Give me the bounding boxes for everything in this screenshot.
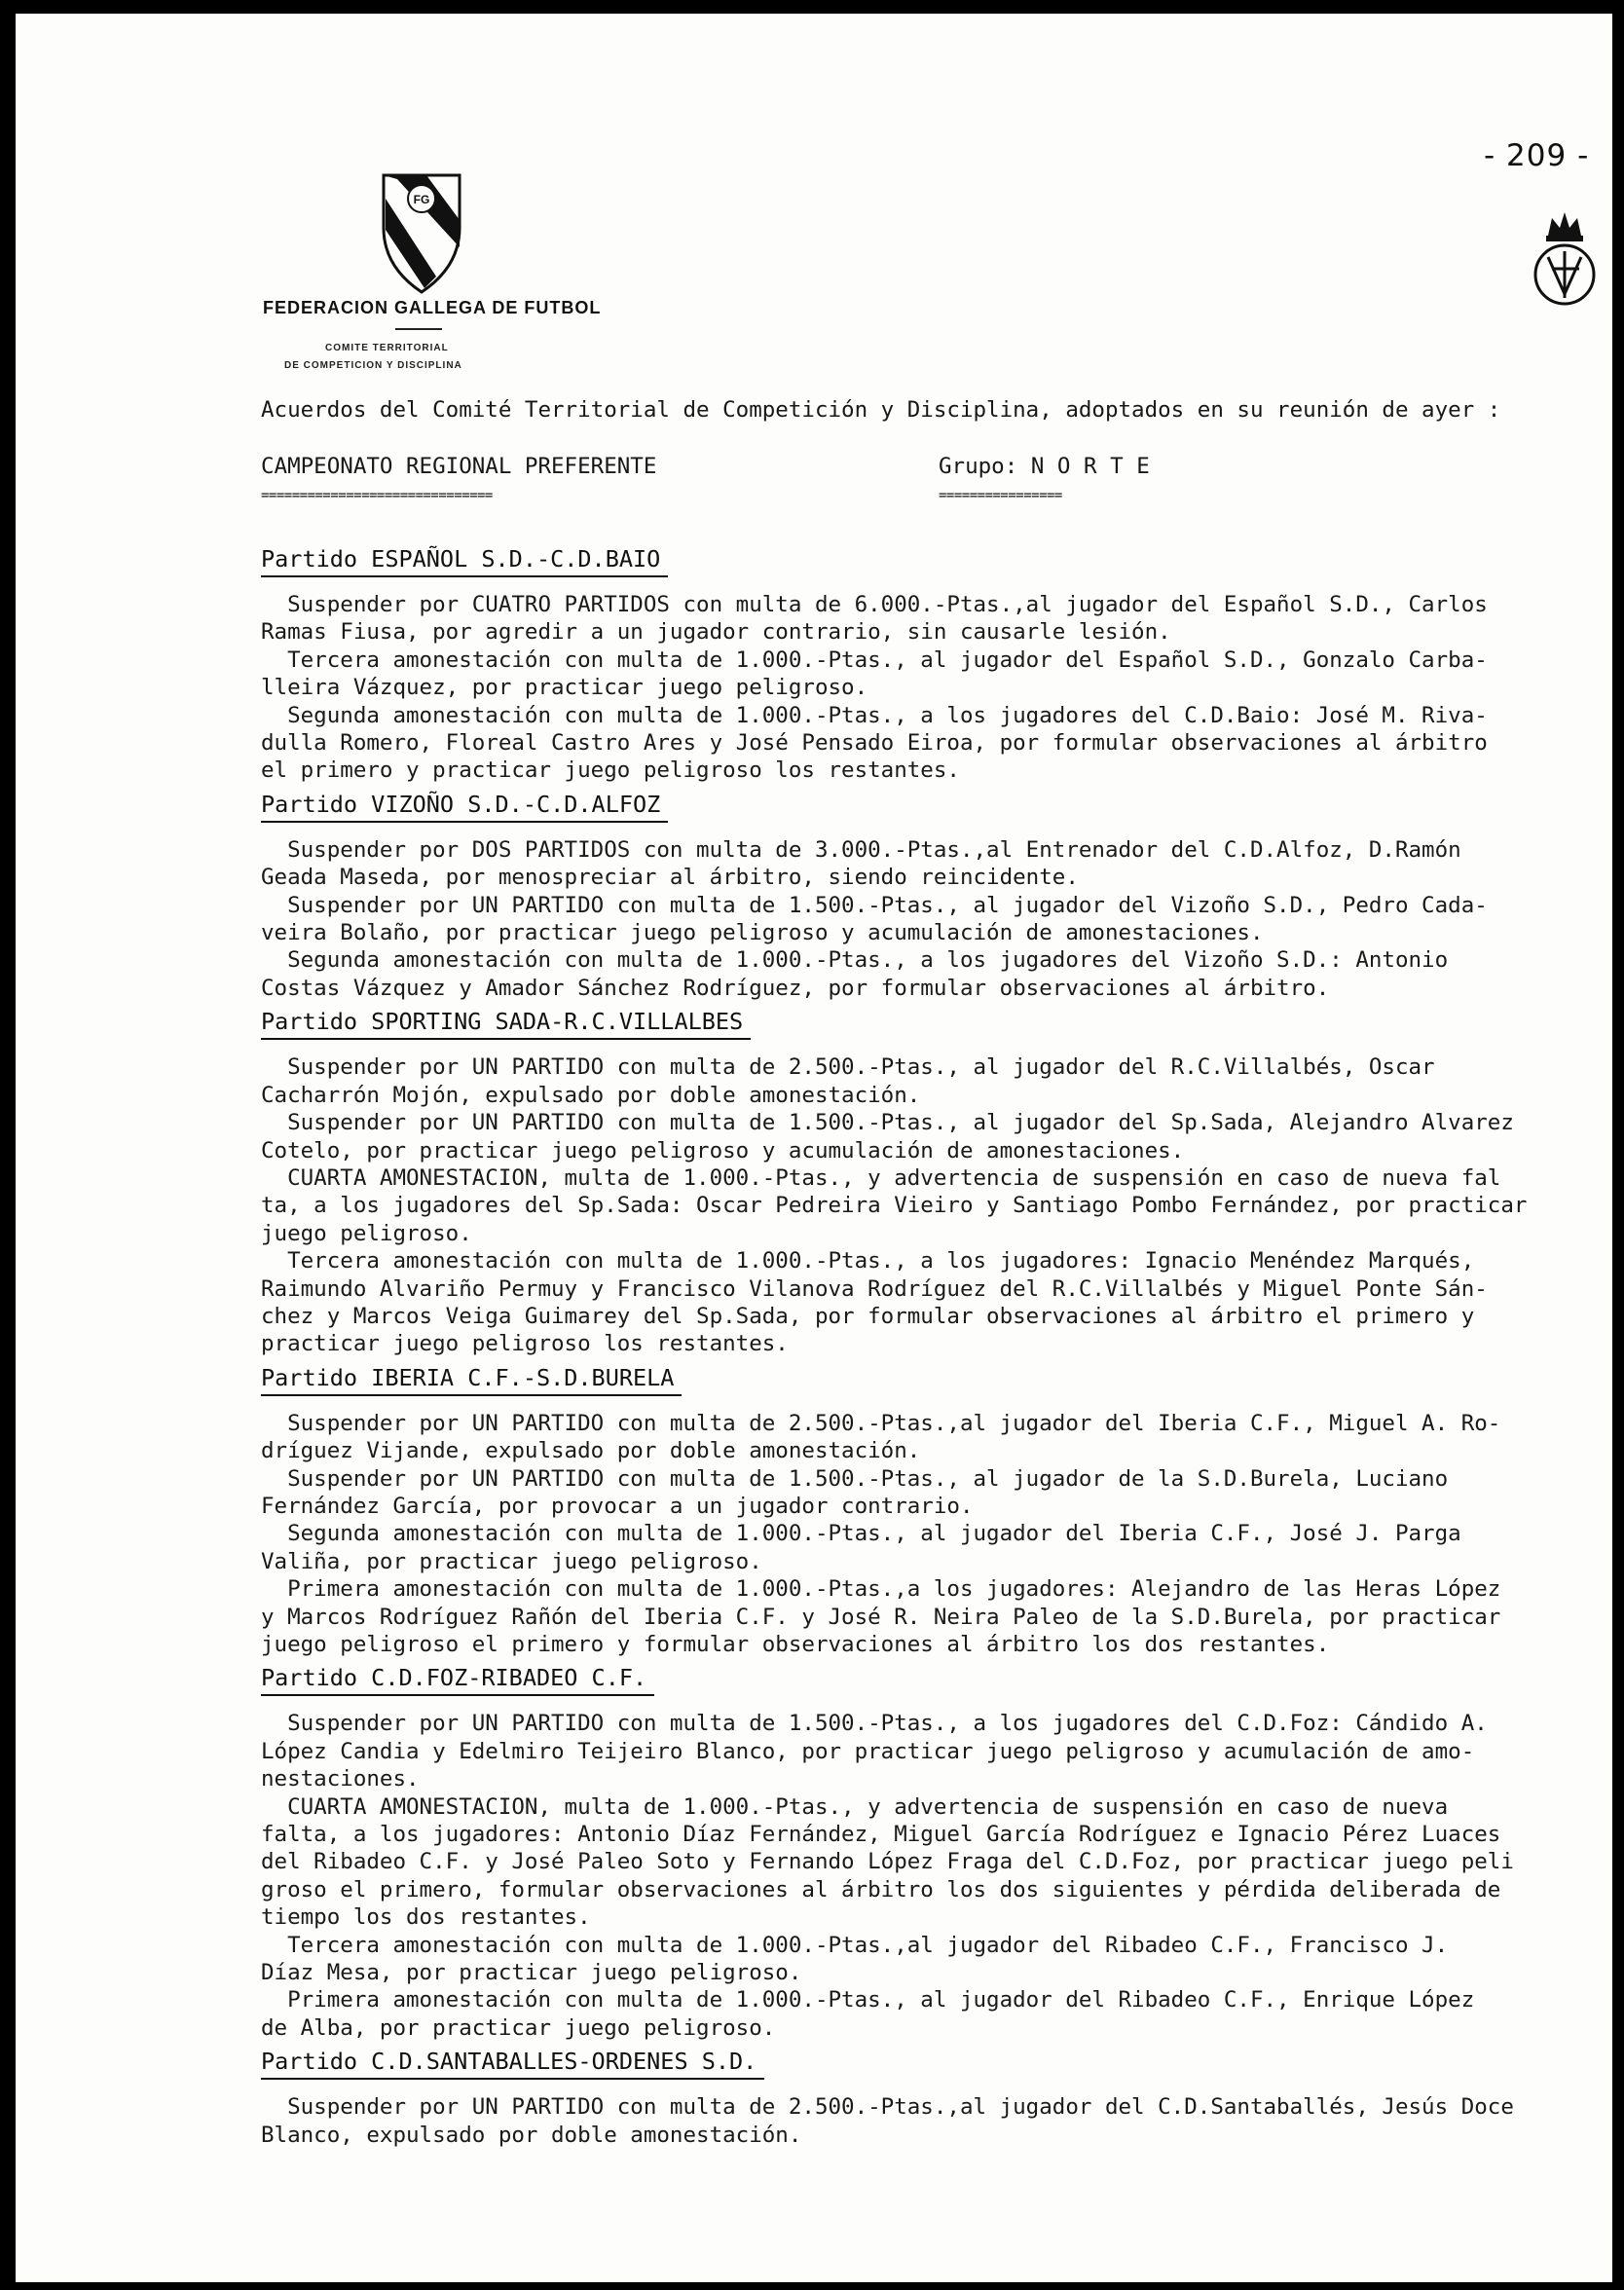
- match-text-line: Díaz Mesa, por practicar juego peligroso.: [261, 1960, 802, 1986]
- page-number: - 209 -: [1484, 138, 1590, 173]
- match-text-line: veira Bolaño, por practicar juego peligroso y acumulación de amonestaciones.: [261, 920, 1264, 946]
- match-text-line: practicar juego peligroso los restantes.: [261, 1331, 789, 1357]
- match-text-line: de Alba, por practicar juego peligroso.: [261, 2014, 776, 2041]
- match-text-line: nestaciones.: [261, 1766, 420, 1792]
- match-heading: Partido C.D.FOZ-RIBADEO C.F.: [261, 1662, 654, 1696]
- group-underline: ================: [939, 488, 1062, 503]
- match-text-line: Costas Vázquez y Amador Sánchez Rodríguez, por formular observaciones al árbitro.: [261, 975, 1330, 1001]
- match-text-line: Suspender por UN PARTIDO con multa de 2.500.-Ptas.,al jugador del C.D.Santaballés, Jesús Doce: [261, 2094, 1514, 2121]
- match-text-line: Suspender por CUATRO PARTIDOS con multa de 6.000.-Ptas.,al jugador del Español S.D., Carlos: [261, 592, 1488, 617]
- match-text-line: juego peligroso el primero y formular observaciones al árbitro los dos restantes.: [261, 1632, 1330, 1657]
- match-text-line: Suspender por UN PARTIDO con multa de 2.500.-Ptas.,al jugador del Iberia C.F., Miguel A. Ro-: [261, 1410, 1501, 1436]
- match-heading: Partido SPORTING SADA-R.C.VILLALBES: [261, 1006, 751, 1040]
- match-text-line: groso el primero, formular observaciones al árbitro los dos siguientes y pérdida deliberada de: [261, 1876, 1501, 1902]
- match-text-line: Suspender por UN PARTIDO con multa de 2.500.-Ptas., al jugador del R.C.Villalbés, Oscar: [261, 1054, 1435, 1081]
- match-section: [261, 1002, 1612, 1357]
- match-text-line: Valiña, por practicar juego peligroso.: [261, 1548, 762, 1574]
- match-text-line: dulla Romero, Floreal Castro Ares y José Pensado Eiroa, por formular observaciones al árbitro: [261, 730, 1488, 757]
- committee-line-1: COMITE TERRITORIAL: [325, 343, 449, 353]
- match-text-line: Cacharrón Mojón, expulsado por doble amonestación.: [261, 1082, 921, 1108]
- match-text-line: CUARTA AMONESTACION, multa de 1.000.-Ptas., y advertencia de suspensión en caso de nueva fal: [261, 1164, 1501, 1191]
- match-heading: Partido IBERIA C.F.-S.D.BURELA: [261, 1362, 682, 1396]
- match-text-line: Raimundo Alvariño Permuy y Francisco Vilanova Rodríguez del R.C.Villalbés y Miguel Ponte Sán-: [261, 1275, 1488, 1302]
- championship-title: CAMPEONATO REGIONAL PREFERENTE: [261, 454, 657, 479]
- match-text-line: falta, a los jugadores: Antonio Díaz Fernández, Miguel García Rodríguez e Ignacio Pérez Luaces: [261, 1822, 1501, 1848]
- match-text-line: Ramas Fiusa, por agredir a un jugador contrario, sin causarle lesión.: [261, 619, 1171, 646]
- match-heading: Partido ESPAÑOL S.D.-C.D.BAIO: [261, 543, 668, 577]
- federation-divider: [395, 328, 442, 330]
- match-text-line: Tercera amonestación con multa de 1.000.-Ptas., al jugador del Español S.D., Gonzalo Carba-: [261, 646, 1488, 673]
- match-text-line: y Marcos Rodríguez Rañón del Iberia C.F. y José R. Neira Paleo de la S.D.Burela, por practicar: [261, 1604, 1501, 1630]
- match-text-line: lleira Vázquez, por practicar juego peligroso.: [261, 675, 868, 701]
- match-section: [261, 539, 1612, 785]
- crown-emblem-logo: [1531, 201, 1599, 310]
- match-section: [261, 785, 1612, 1002]
- match-text-line: Suspender por UN PARTIDO con multa de 1.500.-Ptas., a los jugadores del C.D.Foz: Cándido A.: [261, 1711, 1488, 1737]
- match-text-line: Segunda amonestación con multa de 1.000.-Ptas., a los jugadores del C.D.Baio: José M. Riva-: [261, 702, 1488, 728]
- match-list: [261, 539, 1612, 2149]
- match-text-line: López Candia y Edelmiro Teijeiro Blanco, por practicar juego peligroso y acumulación de amo-: [261, 1738, 1475, 1764]
- match-text-line: Suspender por UN PARTIDO con multa de 1.500.-Ptas., al jugador del Sp.Sada, Alejandro Alvarez: [261, 1110, 1514, 1136]
- match-section: [261, 1658, 1612, 2042]
- match-text-line: Segunda amonestación con multa de 1.000.-Ptas., al jugador del Iberia C.F., José J. Parga: [261, 1521, 1461, 1547]
- match-text-line: Tercera amonestación con multa de 1.000.-Ptas.,al jugador del Ribadeo C.F., Francisco J.: [261, 1932, 1449, 1958]
- match-text-line: Suspender por DOS PARTIDOS con multa de 3.000.-Ptas.,al Entrenador del C.D.Alfoz, D.Ramón: [261, 836, 1461, 863]
- group-title: Grupo: N O R T E: [939, 454, 1150, 479]
- match-text-line: ta, a los jugadores del Sp.Sada: Oscar Pedreira Vieiro y Santiago Pombo Fernández, por practicar: [261, 1193, 1528, 1219]
- intro-text: Acuerdos del Comité Territorial de Competición y Disciplina, adoptados en su reunión de ayer :: [261, 397, 1501, 423]
- match-text-line: Primera amonestación con multa de 1.000.-Ptas.,a los jugadores: Alejandro de las Heras López: [261, 1576, 1501, 1603]
- match-text-line: tiempo los dos restantes.: [261, 1904, 591, 1931]
- match-text-line: Blanco, expulsado por doble amonestación.: [261, 2122, 802, 2148]
- match-text-line: Fernández García, por provocar a un jugador contrario.: [261, 1493, 974, 1519]
- match-text-line: CUARTA AMONESTACION, multa de 1.000.-Ptas., y advertencia de suspensión en caso de nueva: [261, 1793, 1449, 1820]
- svg-text:FG: FG: [413, 193, 430, 206]
- match-text-line: dríguez Vijande, expulsado por doble amonestación.: [261, 1438, 921, 1464]
- match-text-line: Segunda amonestación con multa de 1.000.-Ptas., a los jugadores del Vizoño S.D.: Antonio: [261, 947, 1449, 974]
- championship-underline: ==============================: [261, 488, 493, 503]
- match-text-line: juego peligroso.: [261, 1220, 472, 1246]
- match-text-line: el primero y practicar juego peligroso los restantes.: [261, 757, 960, 784]
- match-text-line: Suspender por UN PARTIDO con multa de 1.500.-Ptas., al jugador de la S.D.Burela, Luciano: [261, 1465, 1449, 1492]
- match-text-line: Tercera amonestación con multa de 1.000.-Ptas., a los jugadores: Ignacio Menéndez Marqués,: [261, 1248, 1475, 1274]
- document-page: [16, 14, 1612, 2282]
- match-section: [261, 2042, 1612, 2149]
- match-text-line: Primera amonestación con multa de 1.000.-Ptas., al jugador del Ribadeo C.F., Enrique López: [261, 1987, 1475, 2013]
- match-text-line: Geada Maseda, por menospreciar al árbitro, siendo reincidente.: [261, 865, 1079, 891]
- committee-line-2: DE COMPETICION Y DISCIPLINA: [284, 360, 462, 371]
- match-text-line: del Ribadeo C.F. y José Paleo Soto y Fernando López Fraga del C.D.Foz, por practicar juego peli: [261, 1849, 1514, 1875]
- match-text-line: chez y Marcos Veiga Guimarey del Sp.Sada, por formular observaciones al árbitro el primero y: [261, 1303, 1475, 1329]
- match-section: [261, 1358, 1612, 1659]
- federation-name: FEDERACION GALLEGA DE FUTBOL: [263, 298, 602, 317]
- match-text-line: Cotelo, por practicar juego peligroso y acumulación de amonestaciones.: [261, 1137, 1185, 1163]
- match-text-line: Suspender por UN PARTIDO con multa de 1.500.-Ptas., al jugador del Vizoño S.D., Pedro Cada-: [261, 892, 1488, 918]
- match-heading: Partido C.D.SANTABALLES-ORDENES S.D.: [261, 2046, 764, 2080]
- match-heading: Partido VIZOÑO S.D.-C.D.ALFOZ: [261, 789, 668, 823]
- federation-shield-logo: [378, 169, 465, 296]
